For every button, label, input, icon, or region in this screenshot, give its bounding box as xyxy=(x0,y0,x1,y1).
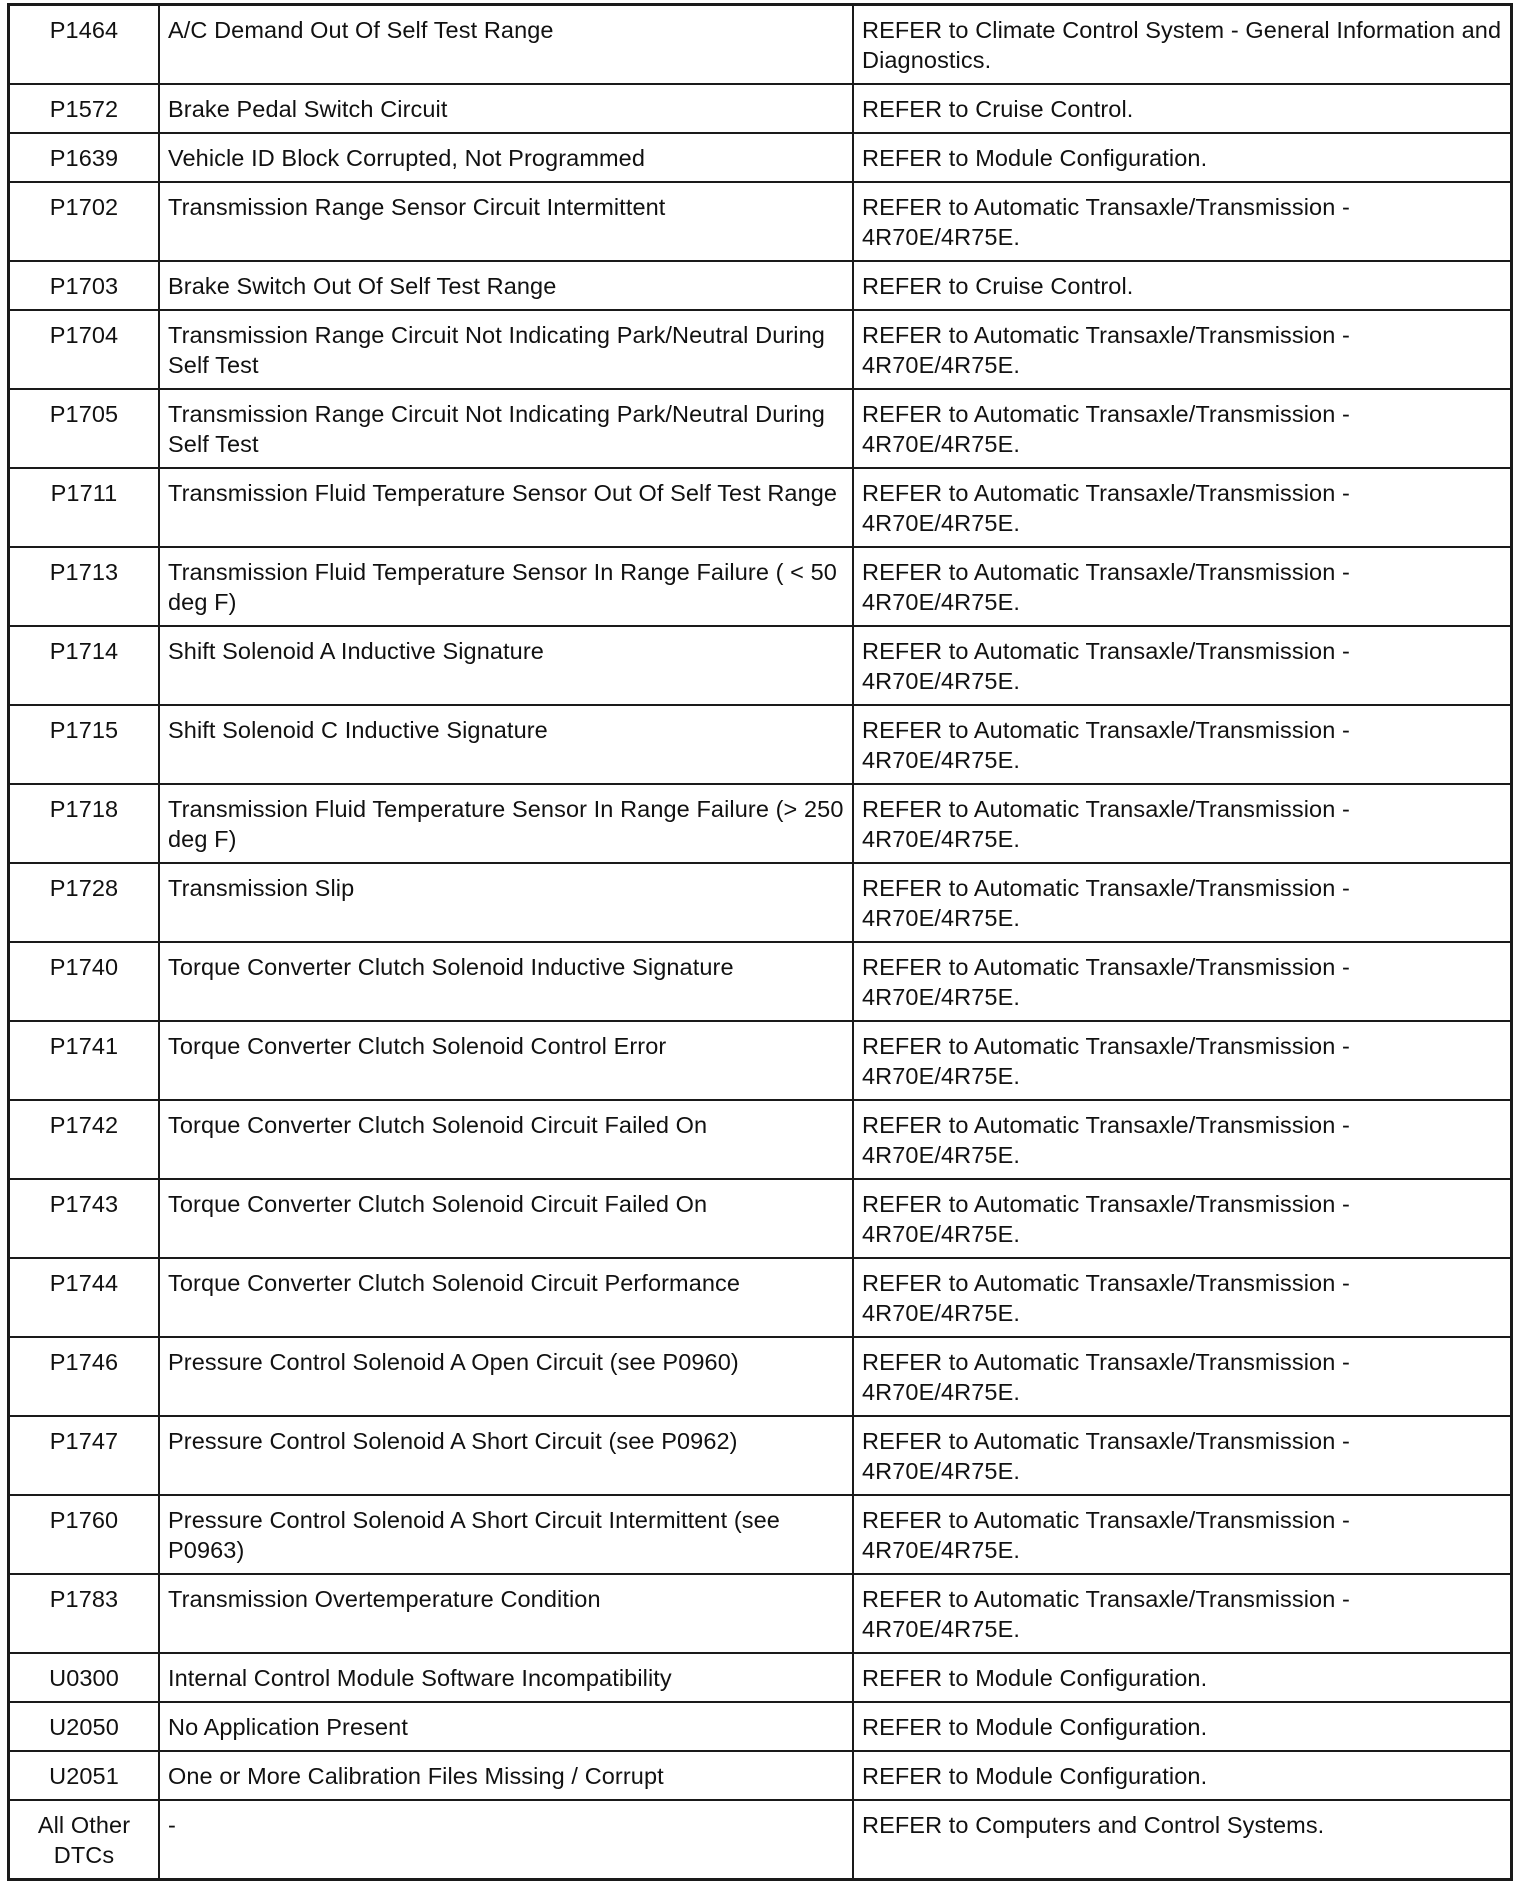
dtc-code-cell: P1711 xyxy=(9,468,160,547)
dtc-action-cell: REFER to Automatic Transaxle/Transmission - 4R70E/4R75E. xyxy=(853,1337,1512,1416)
dtc-description-cell: Pressure Control Solenoid A Short Circuit (see P0962) xyxy=(159,1416,853,1495)
dtc-code-cell: U0300 xyxy=(9,1653,160,1702)
dtc-code-cell: P1747 xyxy=(9,1416,160,1495)
table-row xyxy=(9,1021,1512,1100)
dtc-code-cell: P1746 xyxy=(9,1337,160,1416)
dtc-code-cell: P1464 xyxy=(9,5,160,85)
table-row xyxy=(9,626,1512,705)
dtc-description-cell: Brake Switch Out Of Self Test Range xyxy=(159,261,853,310)
table-row xyxy=(9,1653,1512,1702)
table-row xyxy=(9,1179,1512,1258)
dtc-code-cell: P1744 xyxy=(9,1258,160,1337)
dtc-code-cell: P1702 xyxy=(9,182,160,261)
dtc-code-cell: P1713 xyxy=(9,547,160,626)
dtc-table xyxy=(7,3,1513,1881)
dtc-description-cell: Transmission Fluid Temperature Sensor In Range Failure ( < 50 deg F) xyxy=(159,547,853,626)
dtc-action-cell: REFER to Automatic Transaxle/Transmission - 4R70E/4R75E. xyxy=(853,1179,1512,1258)
table-row xyxy=(9,1702,1512,1751)
dtc-action-cell: REFER to Cruise Control. xyxy=(853,261,1512,310)
dtc-description-cell: Transmission Slip xyxy=(159,863,853,942)
dtc-code-cell: P1742 xyxy=(9,1100,160,1179)
dtc-action-cell: REFER to Automatic Transaxle/Transmission - 4R70E/4R75E. xyxy=(853,547,1512,626)
dtc-action-cell: REFER to Automatic Transaxle/Transmission - 4R70E/4R75E. xyxy=(853,1574,1512,1653)
dtc-description-cell: Shift Solenoid A Inductive Signature xyxy=(159,626,853,705)
table-row xyxy=(9,182,1512,261)
dtc-code-cell: P1783 xyxy=(9,1574,160,1653)
dtc-description-cell: Transmission Range Circuit Not Indicating Park/Neutral During Self Test xyxy=(159,310,853,389)
dtc-action-cell: REFER to Automatic Transaxle/Transmission - 4R70E/4R75E. xyxy=(853,310,1512,389)
dtc-action-cell: REFER to Automatic Transaxle/Transmission - 4R70E/4R75E. xyxy=(853,942,1512,1021)
dtc-action-cell: REFER to Module Configuration. xyxy=(853,1653,1512,1702)
dtc-description-cell: Transmission Overtemperature Condition xyxy=(159,1574,853,1653)
dtc-action-cell: REFER to Automatic Transaxle/Transmission - 4R70E/4R75E. xyxy=(853,182,1512,261)
dtc-code-cell: P1703 xyxy=(9,261,160,310)
table-row xyxy=(9,310,1512,389)
dtc-description-cell: Torque Converter Clutch Solenoid Circuit Failed On xyxy=(159,1179,853,1258)
dtc-action-cell: REFER to Automatic Transaxle/Transmission - 4R70E/4R75E. xyxy=(853,1495,1512,1574)
dtc-action-cell: REFER to Module Configuration. xyxy=(853,133,1512,182)
dtc-action-cell: REFER to Automatic Transaxle/Transmission - 4R70E/4R75E. xyxy=(853,784,1512,863)
dtc-description-cell: Pressure Control Solenoid A Open Circuit (see P0960) xyxy=(159,1337,853,1416)
table-row xyxy=(9,5,1512,85)
dtc-description-cell: Internal Control Module Software Incompatibility xyxy=(159,1653,853,1702)
table-row xyxy=(9,1751,1512,1800)
table-row xyxy=(9,1100,1512,1179)
dtc-description-cell: - xyxy=(159,1800,853,1880)
dtc-code-cell: All Other DTCs xyxy=(9,1800,160,1880)
dtc-action-cell: REFER to Automatic Transaxle/Transmission - 4R70E/4R75E. xyxy=(853,1416,1512,1495)
dtc-code-cell: P1705 xyxy=(9,389,160,468)
dtc-action-cell: REFER to Automatic Transaxle/Transmission - 4R70E/4R75E. xyxy=(853,1021,1512,1100)
dtc-description-cell: No Application Present xyxy=(159,1702,853,1751)
dtc-description-cell: Shift Solenoid C Inductive Signature xyxy=(159,705,853,784)
dtc-action-cell: REFER to Cruise Control. xyxy=(853,84,1512,133)
dtc-action-cell: REFER to Automatic Transaxle/Transmission - 4R70E/4R75E. xyxy=(853,626,1512,705)
table-row xyxy=(9,468,1512,547)
table-row xyxy=(9,1258,1512,1337)
dtc-action-cell: REFER to Automatic Transaxle/Transmission - 4R70E/4R75E. xyxy=(853,389,1512,468)
dtc-code-cell: P1714 xyxy=(9,626,160,705)
table-row xyxy=(9,1337,1512,1416)
dtc-description-cell: Transmission Fluid Temperature Sensor In Range Failure (> 250 deg F) xyxy=(159,784,853,863)
dtc-code-cell: P1639 xyxy=(9,133,160,182)
dtc-code-cell: P1715 xyxy=(9,705,160,784)
dtc-action-cell: REFER to Automatic Transaxle/Transmission - 4R70E/4R75E. xyxy=(853,1100,1512,1179)
dtc-action-cell: REFER to Automatic Transaxle/Transmission - 4R70E/4R75E. xyxy=(853,705,1512,784)
dtc-code-cell: P1740 xyxy=(9,942,160,1021)
dtc-code-cell: P1572 xyxy=(9,84,160,133)
dtc-code-cell: U2051 xyxy=(9,1751,160,1800)
dtc-action-cell: REFER to Module Configuration. xyxy=(853,1751,1512,1800)
dtc-description-cell: Vehicle ID Block Corrupted, Not Programmed xyxy=(159,133,853,182)
dtc-description-cell: One or More Calibration Files Missing / Corrupt xyxy=(159,1751,853,1800)
dtc-table-body xyxy=(9,5,1512,1880)
dtc-description-cell: Transmission Range Circuit Not Indicating Park/Neutral During Self Test xyxy=(159,389,853,468)
table-row xyxy=(9,1416,1512,1495)
dtc-code-cell: P1741 xyxy=(9,1021,160,1100)
table-row xyxy=(9,389,1512,468)
table-row xyxy=(9,1495,1512,1574)
dtc-description-cell: Pressure Control Solenoid A Short Circuit Intermittent (see P0963) xyxy=(159,1495,853,1574)
dtc-description-cell: Torque Converter Clutch Solenoid Circuit Performance xyxy=(159,1258,853,1337)
dtc-action-cell: REFER to Module Configuration. xyxy=(853,1702,1512,1751)
table-row xyxy=(9,1574,1512,1653)
dtc-action-cell: REFER to Computers and Control Systems. xyxy=(853,1800,1512,1880)
table-row xyxy=(9,84,1512,133)
dtc-action-cell: REFER to Automatic Transaxle/Transmission - 4R70E/4R75E. xyxy=(853,468,1512,547)
dtc-action-cell: REFER to Automatic Transaxle/Transmission - 4R70E/4R75E. xyxy=(853,1258,1512,1337)
table-row xyxy=(9,942,1512,1021)
dtc-description-cell: Transmission Range Sensor Circuit Intermittent xyxy=(159,182,853,261)
table-row xyxy=(9,261,1512,310)
dtc-code-cell: U2050 xyxy=(9,1702,160,1751)
table-row xyxy=(9,863,1512,942)
dtc-code-cell: P1760 xyxy=(9,1495,160,1574)
table-row xyxy=(9,1800,1512,1880)
dtc-action-cell: REFER to Automatic Transaxle/Transmission - 4R70E/4R75E. xyxy=(853,863,1512,942)
dtc-action-cell: REFER to Climate Control System - General Information and Diagnostics. xyxy=(853,5,1512,85)
dtc-description-cell: Transmission Fluid Temperature Sensor Out Of Self Test Range xyxy=(159,468,853,547)
dtc-description-cell: Torque Converter Clutch Solenoid Circuit Failed On xyxy=(159,1100,853,1179)
table-row xyxy=(9,547,1512,626)
table-row xyxy=(9,133,1512,182)
dtc-description-cell: Brake Pedal Switch Circuit xyxy=(159,84,853,133)
dtc-code-cell: P1743 xyxy=(9,1179,160,1258)
dtc-description-cell: Torque Converter Clutch Solenoid Control Error xyxy=(159,1021,853,1100)
dtc-code-cell: P1728 xyxy=(9,863,160,942)
dtc-description-cell: Torque Converter Clutch Solenoid Inductive Signature xyxy=(159,942,853,1021)
dtc-code-cell: P1704 xyxy=(9,310,160,389)
table-row xyxy=(9,705,1512,784)
dtc-code-cell: P1718 xyxy=(9,784,160,863)
dtc-description-cell: A/C Demand Out Of Self Test Range xyxy=(159,5,853,85)
table-row xyxy=(9,784,1512,863)
